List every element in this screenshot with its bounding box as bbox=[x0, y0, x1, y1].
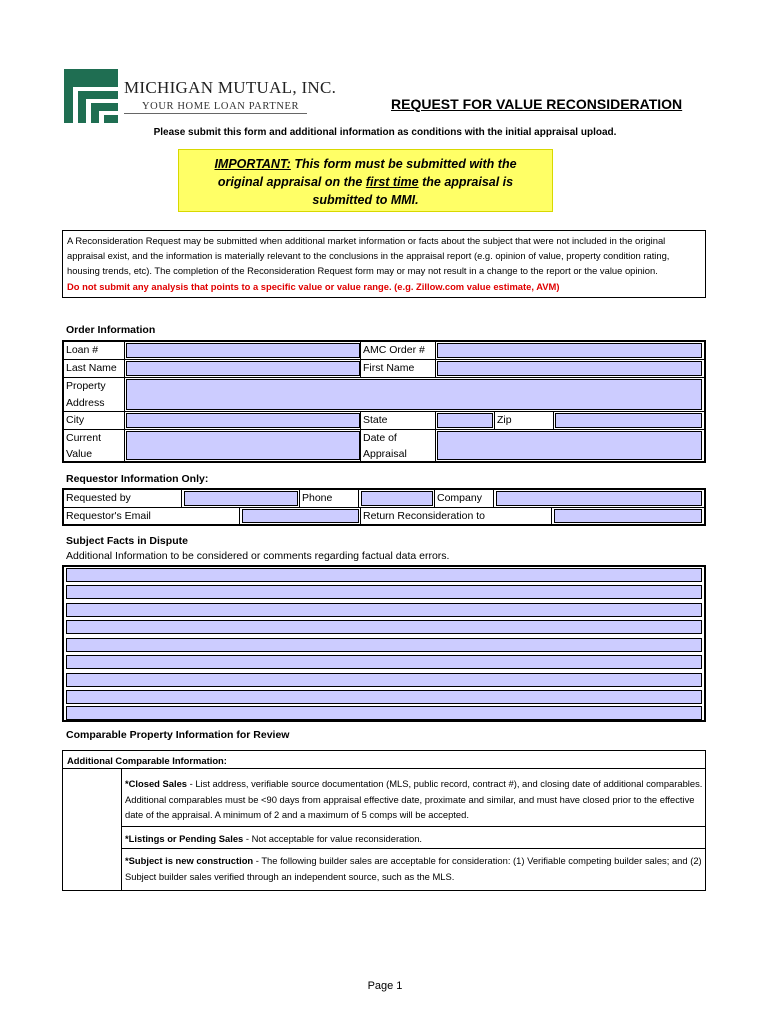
dispute-instructions: Additional Information to be considered or comments regarding factual data errors. bbox=[66, 550, 450, 562]
dispute-section bbox=[62, 565, 706, 722]
date-of-appraisal-input[interactable] bbox=[437, 431, 702, 460]
requestor-section bbox=[62, 488, 706, 526]
requestor-heading: Requestor Information Only: bbox=[66, 473, 209, 485]
requested-by-input[interactable] bbox=[184, 491, 298, 506]
important-text-3: submitted to MMI. bbox=[312, 193, 419, 207]
company-name: MICHIGAN MUTUAL, INC. bbox=[124, 78, 337, 97]
dispute-line-5[interactable] bbox=[66, 638, 702, 652]
dispute-line-1[interactable] bbox=[66, 568, 702, 582]
amc-order-label: AMC Order # bbox=[360, 342, 436, 359]
company-tagline: YOUR HOME LOAN PARTNER bbox=[142, 101, 300, 112]
requestor-email-label: Requestor's Email bbox=[64, 508, 240, 524]
comparable-heading: Comparable Property Information for Review bbox=[66, 729, 290, 741]
company-label: Company bbox=[434, 490, 494, 507]
city-label: City bbox=[64, 412, 125, 429]
property-address-input[interactable] bbox=[126, 379, 702, 410]
date-of-appraisal-label: Date of Appraisal bbox=[360, 430, 436, 461]
return-to-input[interactable] bbox=[554, 509, 702, 523]
phone-input[interactable] bbox=[361, 491, 433, 506]
important-prefix: IMPORTANT: bbox=[214, 157, 291, 171]
listings-note: *Listings or Pending Sales - Not acceptable for value reconsideration. bbox=[125, 833, 423, 844]
page-number: Page 1 bbox=[367, 980, 403, 992]
loan-label: Loan # bbox=[64, 342, 125, 359]
first-name-label: First Name bbox=[360, 360, 436, 377]
important-text-2a: original appraisal on the bbox=[217, 175, 366, 189]
state-input[interactable] bbox=[437, 413, 493, 428]
important-text-2c: the appraisal is bbox=[418, 175, 514, 189]
intro-warning: Do not submit any analysis that points to a specific value or value range. (e.g. Zillow.com value estimate, AVM) bbox=[67, 280, 560, 292]
company-logo-icon bbox=[64, 69, 118, 123]
dispute-line-2[interactable] bbox=[66, 585, 702, 599]
intro-box bbox=[62, 230, 706, 298]
state-label: State bbox=[360, 412, 436, 429]
intro-body: A Reconsideration Request may be submitted when additional market information or facts about the subject that were not included in the original appraisal exist, and the information is materially relevant to the conclusions in the appraisal report (e.g. opinion of value, property condition rating, housing trends, etc). The completion of the Reconsideration Request form may or may not result in a change to the report or the value opinion. bbox=[67, 235, 670, 277]
company-input[interactable] bbox=[496, 491, 702, 506]
city-input[interactable] bbox=[126, 413, 360, 428]
dispute-line-8[interactable] bbox=[66, 690, 702, 704]
return-to-label: Return Reconsideration to bbox=[360, 508, 552, 524]
requestor-email-input[interactable] bbox=[242, 509, 359, 523]
last-name-input[interactable] bbox=[126, 361, 360, 376]
form-subtitle: Please submit this form and additional information as conditions with the initial appraisal upload. bbox=[153, 127, 617, 138]
comparable-subheading: Additional Comparable Information: bbox=[67, 755, 227, 766]
form-title: REQUEST FOR VALUE RECONSIDERATION bbox=[391, 96, 683, 112]
closed-sales-note: *Closed Sales - List address, verifiable source documentation (MLS, public record, contract #), and closing date of additional comparables. Additional comparables must be <90 days from appraisal effective date, proximate and similar, and must have closed prior to the effective date of the appraisal. A minimum of 2 and a maximum of 5 comps will be accepted. bbox=[125, 778, 703, 820]
important-text-1: This form must be submitted with the bbox=[290, 157, 517, 171]
dispute-line-9[interactable] bbox=[66, 706, 702, 720]
current-value-input[interactable] bbox=[126, 431, 360, 460]
order-info-heading: Order Information bbox=[66, 324, 156, 336]
important-notice bbox=[178, 149, 553, 212]
zip-input[interactable] bbox=[555, 413, 702, 428]
dispute-line-4[interactable] bbox=[66, 620, 702, 634]
loan-number-input[interactable] bbox=[126, 343, 360, 358]
comparable-section bbox=[62, 750, 706, 891]
phone-label: Phone bbox=[299, 490, 359, 507]
amc-order-input[interactable] bbox=[437, 343, 702, 358]
logo-divider bbox=[124, 113, 307, 114]
important-text-2b: first time bbox=[365, 175, 419, 189]
requested-by-label: Requested by bbox=[64, 490, 182, 507]
dispute-line-7[interactable] bbox=[66, 673, 702, 687]
dispute-heading: Subject Facts in Dispute bbox=[66, 535, 188, 547]
current-value-label: Current Value bbox=[64, 430, 125, 461]
zip-label: Zip bbox=[494, 412, 554, 429]
last-name-label: Last Name bbox=[64, 360, 125, 377]
first-name-input[interactable] bbox=[437, 361, 702, 376]
order-info-section bbox=[62, 340, 706, 463]
property-address-label: Property Address bbox=[64, 378, 125, 411]
dispute-line-6[interactable] bbox=[66, 655, 702, 669]
dispute-line-3[interactable] bbox=[66, 603, 702, 617]
new-construction-note: *Subject is new construction - The following builder sales are acceptable for consideration: (1) Verifiable competing builder sales; and (2) Subject builder sales verified through an independent source, such as the MLS. bbox=[125, 855, 702, 882]
